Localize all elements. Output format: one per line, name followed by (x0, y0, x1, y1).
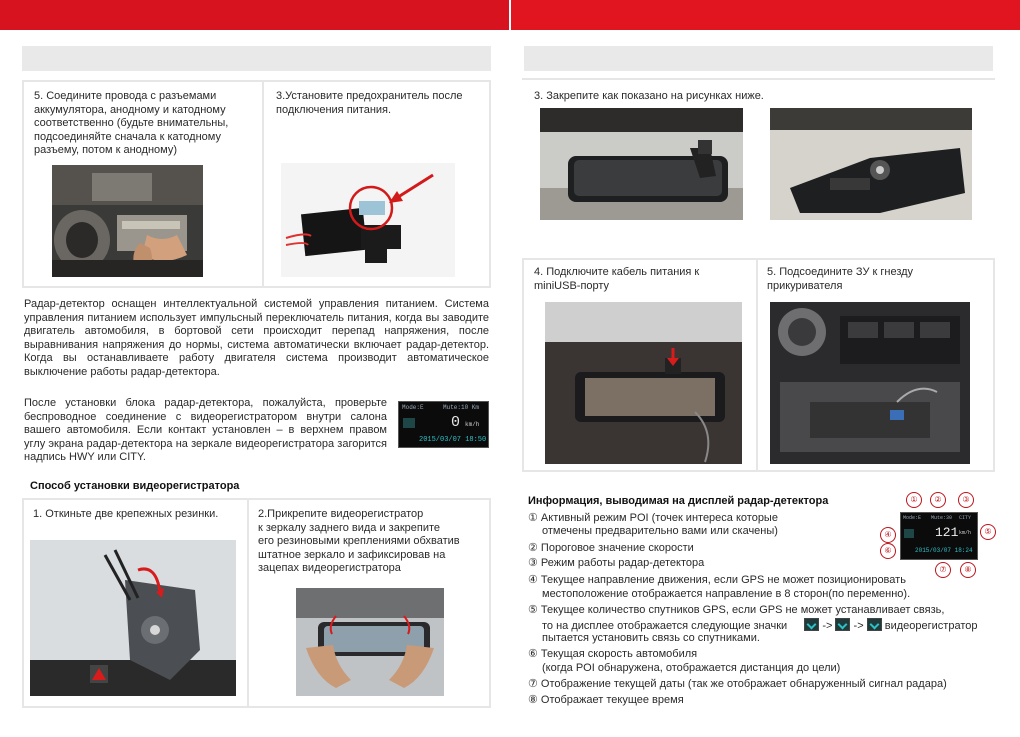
usb-step-text: 4. Подключите кабель питания к miniUSB-порту (534, 266, 700, 292)
info-line: ④ Текущее направление движения, если GPS не может позиционировать (528, 574, 906, 586)
battery-step-text: 5. Соедините провода с разъемами аккумулятора, анодному и катодному соответственно (будьте внимательны, подсоединяйте сначала к катодному разъему, потом к анодному) (34, 90, 229, 156)
right-steps-divider (756, 258, 758, 472)
top-bar-right (511, 0, 1020, 30)
gps-search-icon (835, 618, 850, 631)
mirror-installed-front-photo (540, 108, 743, 220)
info-line: ⑦ Отображение текущей даты (так же отображает обнаруженный сигнал радара) (528, 678, 947, 690)
info-line: ① Активный режим POI (точек интереса которые (528, 512, 778, 524)
install-heading: Способ установки видеорегистратора (30, 480, 240, 492)
mini-display-mode: Mode:E (402, 404, 424, 411)
left-steps-divider (262, 80, 264, 288)
display-date: 2015/03/07 18:24 (915, 547, 973, 554)
fuse-step-text: 3.Установите предохранитель после подключения питания. (276, 90, 463, 116)
install-step2-line: 2.Прикрепите видеорегистратор (258, 508, 424, 520)
display-unit: km/h (959, 530, 972, 536)
radar-display-diagram (900, 512, 978, 560)
mini-display-speed: 0 (451, 414, 461, 431)
power-management-text: Радар-детектор оснащен интеллектуальной системой управления питанием. Система управления питанием использует импульсный переключатель питания, когда вы заводите двигатель автомобиля, в бортовой сети происходит перепад напряжения, после выравнивания напряжения до нормы, система автоматически включает радар-детектор. Когда вы останавливаете работу двигателя система производит автоматическое выключение работы радар-детектора. (24, 298, 489, 378)
mirror-mount-photo (30, 540, 236, 696)
engine-battery-photo (52, 165, 203, 277)
right-section-bar (524, 46, 993, 71)
install-step2-line: зацепах видеорегистратора (258, 562, 401, 574)
mini-display-mute: Mute:10 Km (443, 404, 480, 411)
callout-2: ② (930, 492, 946, 508)
charger-step-text: 5. Подсоедините ЗУ к гнезду прикуривателя (767, 266, 914, 292)
direction-arrow-icon (904, 529, 914, 538)
install-divider (247, 498, 249, 708)
info-line-prefix: то на дисплее отображается следующие значки (542, 620, 788, 632)
info-line: ③ Режим работы радар-детектора (528, 557, 705, 569)
install-step2-text (258, 508, 488, 576)
info-line: (когда POI обнаружена, отображается дистанция до цели) (542, 662, 841, 674)
callout-8: ⑧ (960, 562, 976, 578)
top-bar-left (0, 0, 509, 30)
gps-search-icon (804, 618, 819, 631)
gps-search-icon (867, 618, 882, 631)
callout-6: ⑥ (880, 543, 896, 559)
install-step2-line: его резиновыми креплениями обхватив (258, 535, 460, 547)
callout-4: ④ (880, 527, 896, 543)
info-line-suffix: видеорегистратор (884, 620, 978, 632)
display-city: CITY (959, 515, 972, 521)
display-mute: Mute:30 (931, 515, 953, 521)
wireless-check-text: После установки блока радар-детектора, пожалуйста, проверьте беспроводное соединение с видеорегистратором внутри салона вашего автомобиля. Если контакт установлен – в верхнем правом углу экрана радар-детектора на зеркале видеорегистратора загорится надпись HWY или CITY. (24, 397, 387, 463)
info-line: ⑥ Текущая скорость автомобиля (528, 648, 698, 660)
mirror-attach-photo (296, 588, 444, 696)
mini-display-direction-icon (403, 418, 415, 428)
mini-radar-display (398, 401, 489, 448)
info-heading: Информация, выводимая на дисплей радар-детектора (528, 495, 829, 507)
right-top-rule (522, 78, 995, 80)
cigarette-lighter-photo (770, 302, 970, 464)
info-line: пытается установить связь со спутниками. (542, 632, 760, 644)
display-speed: 121 (935, 525, 959, 540)
display-mode: Mode:E (903, 515, 922, 521)
mini-display-date: 2015/03/07 18:50 (419, 436, 487, 444)
install-step2-line: штатное зеркало и зафиксировав на (258, 548, 446, 561)
usb-port-photo (545, 302, 742, 464)
info-line: местоположение отображается направление в 8 сторон(по переменно). (542, 588, 911, 600)
fuse-photo (281, 163, 455, 277)
callout-1: ① (906, 492, 922, 508)
install-step1-text: 1. Откиньте две крепежных резинки. (33, 508, 219, 520)
right-step3-text: 3. Закрепите как показано на рисунках ниже. (534, 90, 764, 102)
left-section-bar (22, 46, 491, 71)
info-line: отмечены предварительно вами или скачены) (542, 525, 778, 537)
info-line: ⑤ Текущее количество спутников GPS, если GPS не может устанавливает связь, (528, 604, 945, 616)
callout-3: ③ (958, 492, 974, 508)
arrow-separator: -> (822, 620, 833, 632)
install-step2-line: к зеркалу заднего вида и закрепите (258, 521, 441, 534)
callout-7: ⑦ (935, 562, 951, 578)
callout-5: ⑤ (980, 524, 996, 540)
mirror-installed-back-photo (770, 108, 972, 220)
mini-display-unit: km/h (465, 421, 480, 428)
info-line: ② Пороговое значение скорости (528, 542, 694, 554)
info-line: ⑧ Отображает текущее время (528, 694, 684, 706)
arrow-separator: -> (853, 620, 864, 632)
